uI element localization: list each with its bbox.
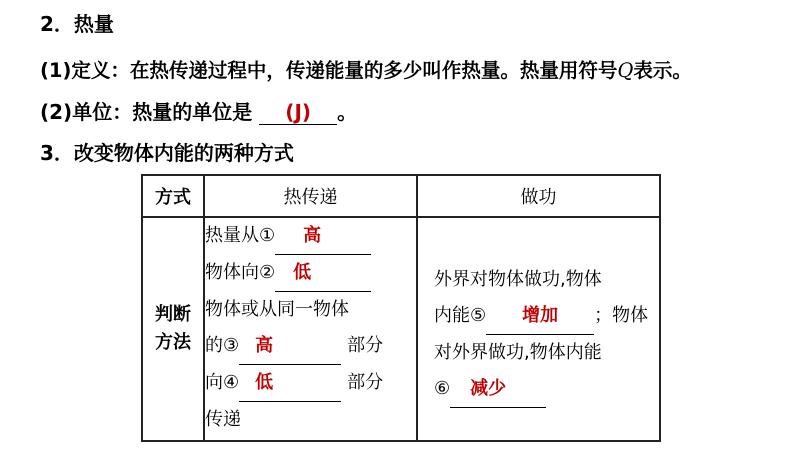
work-line4-text: ⑥ <box>434 378 451 399</box>
section2-heading: 2．热量 <box>40 12 114 36</box>
work-line2-suffix: ；物体 <box>594 305 649 326</box>
ht-blank-4: 低 <box>239 365 341 402</box>
row-header <box>142 217 204 441</box>
header-heat-transfer: 热传递 <box>204 175 417 217</box>
ht-blank-1: 高 <box>275 218 371 255</box>
table-header-row <box>142 175 660 217</box>
methods-table <box>141 174 661 442</box>
header-method: 方式 <box>142 175 204 217</box>
unit-suffix: 。 <box>337 100 358 124</box>
ht-blank-3: 高 <box>239 328 341 365</box>
ht-line6-text: 传递 <box>205 409 241 430</box>
row-header-line1: 判断 <box>155 304 191 325</box>
table-body-row <box>142 217 660 441</box>
work-line1-text: 外界对物体做功,物体 <box>434 269 602 290</box>
ht-line5-text: 向④ <box>205 372 240 393</box>
section3-heading: 3．改变物体内能的两种方式 <box>40 141 294 165</box>
work-blank-6: 减少 <box>450 371 546 408</box>
ht-blank-2: 低 <box>275 255 371 292</box>
heat-symbol: Q <box>617 59 634 82</box>
ht-line5-suffix: 部分 <box>347 372 384 393</box>
row-header-line2: 方法 <box>155 332 191 353</box>
unit-answer: (J) <box>285 100 312 124</box>
ht-line4-text: 的③ <box>205 335 240 356</box>
work-cell <box>417 217 660 441</box>
work-line3-text: 对外界做功,物体内能 <box>434 342 602 363</box>
ht-line2-text: 物体向② <box>205 262 276 283</box>
work-blank-5: 增加 <box>486 298 594 335</box>
ht-line3-text: 物体或从同一物体 <box>205 299 349 320</box>
definition-suffix: 表示。 <box>633 59 692 82</box>
ht-line1-text: 热量从① <box>205 225 276 246</box>
heat-transfer-cell <box>204 217 417 441</box>
header-work: 做功 <box>417 175 660 217</box>
unit-prefix: (2)单位：热量的单位是 <box>40 100 253 124</box>
definition-line <box>40 55 692 83</box>
unit-line <box>40 96 357 125</box>
definition-prefix: (1)定义：在热传递过程中，传递能量的多少叫作热量。热量用符号 <box>40 59 618 82</box>
work-line2-text: 内能⑤ <box>434 305 487 326</box>
ht-line4-suffix: 部分 <box>347 335 384 356</box>
unit-answer-blank <box>259 100 337 125</box>
